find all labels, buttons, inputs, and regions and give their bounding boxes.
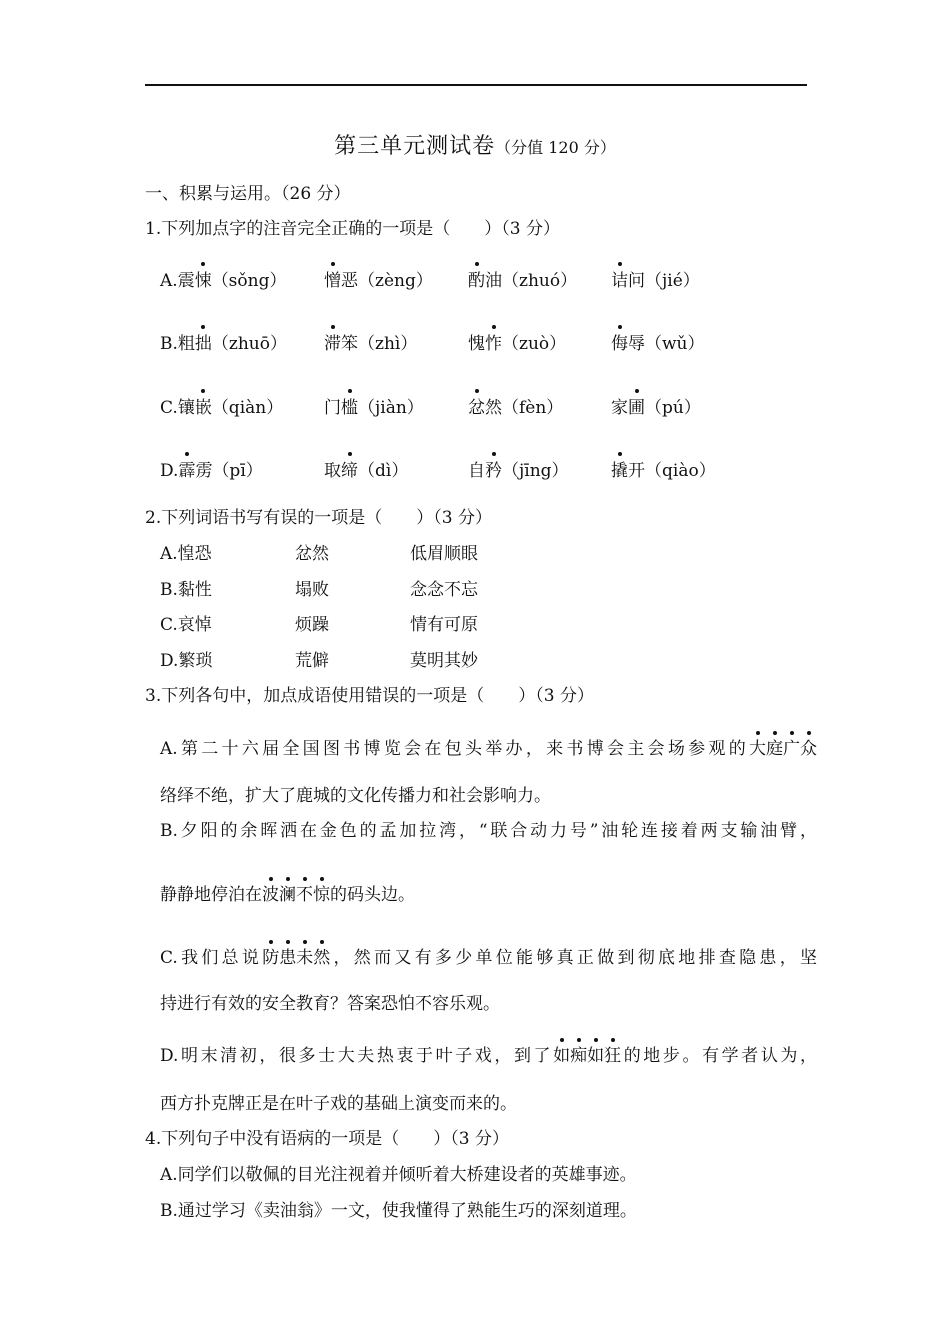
pinyin: （qiàn） xyxy=(211,398,284,418)
pinyin: （zuò） xyxy=(502,334,567,354)
q4-stem: 4.下列句子中没有语病的一项是（ ）（3 分） xyxy=(145,1129,509,1149)
q1-word: 愧怍（zuò） xyxy=(468,334,567,354)
q1-word: D.霹雳（pī） xyxy=(160,461,263,481)
q1-word: 忿然（fèn） xyxy=(468,398,564,418)
q2-word: 低眉顺眼 xyxy=(410,544,478,564)
q3-option-a-line2: 络绎不绝，扩大了鹿城的文化传播力和社会影响力。 xyxy=(160,786,551,806)
q3-option-d-line2: 西方扑克牌正是在叶子戏的基础上演变而来的。 xyxy=(160,1094,517,1114)
section-heading: 一、积累与运用。（26 分） xyxy=(145,184,351,204)
pinyin: （dì） xyxy=(358,461,409,481)
q1-word: 自矜（jīng） xyxy=(468,461,569,481)
q3-option-b-line1: B.夕阳的余晖洒在金色的孟加拉湾，“联合动力号”油轮连接着两支输油臂， xyxy=(160,821,817,841)
q2-word: C.哀悼 xyxy=(160,615,212,635)
q1-word: 门槛（jiàn） xyxy=(324,398,424,418)
q3-d-idiom: 如痴如狂 xyxy=(553,1046,622,1066)
pinyin: （fèn） xyxy=(502,398,564,418)
q1-word: 家圃（pú） xyxy=(611,398,701,418)
pinyin: （zhuó） xyxy=(502,271,578,291)
pinyin: （qiào） xyxy=(645,461,716,481)
pinyin: （zhuō） xyxy=(211,334,287,354)
q1-word: 撬开（qiào） xyxy=(611,461,716,481)
q3-b-idiom: 波澜不惊 xyxy=(262,885,330,905)
pinyin: （zèng） xyxy=(358,271,433,291)
q1-word: 酌油（zhuó） xyxy=(468,271,578,291)
q3-a-idiom: 大庭广众 xyxy=(749,739,817,759)
q1-word: 憎恶（zèng） xyxy=(324,271,433,291)
q2-word: D.繁琐 xyxy=(160,651,213,671)
q4-option-a: A.同学们以敬佩的目光注视着并倾听着大桥建设者的英雄事迹。 xyxy=(160,1165,637,1185)
pinyin: （pú） xyxy=(645,398,701,418)
q3-option-a-line1: A.第二十六届全国图书博览会在包头举办，来书博会主会场参观的大庭广众 xyxy=(160,739,817,759)
q1-word: A.震悚（sǒng） xyxy=(160,271,287,291)
page-title: 第三单元测试卷（分值 120 分） xyxy=(334,134,616,159)
q1-word: 滞笨（zhì） xyxy=(324,334,418,354)
q1-word: 诘问（jié） xyxy=(611,271,700,291)
q2-word: A.惶恐 xyxy=(160,544,212,564)
q3-option-c-line1: C.我们总说防患未然，然而又有多少单位能够真正做到彻底地排查隐患，坚 xyxy=(160,948,817,968)
header-rule xyxy=(145,84,807,86)
q3-option-d-line1: D.明末清初，很多士大夫热衷于叶子戏，到了如痴如狂的地步。有学者认为， xyxy=(160,1046,817,1066)
q3-option-c-line2: 持进行有效的安全教育？答案恐怕不容乐观。 xyxy=(160,994,500,1014)
q2-word: 情有可原 xyxy=(410,615,478,635)
pinyin: （jié） xyxy=(645,271,700,291)
q1-word: C.镶嵌（qiàn） xyxy=(160,398,284,418)
q3-c-idiom: 防患未然 xyxy=(262,948,331,968)
pinyin: （jīng） xyxy=(502,461,569,481)
q1-word: 侮辱（wǔ） xyxy=(611,334,705,354)
pinyin: （zhì） xyxy=(358,334,418,354)
q3-stem: 3.下列各句中，加点成语使用错误的一项是（ ）（3 分） xyxy=(145,686,594,706)
q1-stem: 1.下列加点字的注音完全正确的一项是（ ）（3 分） xyxy=(145,219,560,239)
q2-word: 念念不忘 xyxy=(410,580,478,600)
q2-word: 荒僻 xyxy=(295,651,329,671)
q2-word: B.黏性 xyxy=(160,580,212,600)
title-score: （分值 120 分） xyxy=(495,138,616,157)
q3-option-b-line2: 静静地停泊在波澜不惊的码头边。 xyxy=(160,885,415,905)
q2-stem: 2.下列词语书写有误的一项是（ ）（3 分） xyxy=(145,508,492,528)
pinyin: （wǔ） xyxy=(645,334,705,354)
q1-word: B.粗拙（zhuō） xyxy=(160,334,287,354)
q2-word: 烦躁 xyxy=(295,615,329,635)
pinyin: （jiàn） xyxy=(358,398,424,418)
q1-word: 取缔（dì） xyxy=(324,461,409,481)
pinyin: （pī） xyxy=(212,461,263,481)
pinyin: （sǒng） xyxy=(211,271,287,291)
q2-word: 塌败 xyxy=(295,580,329,600)
q2-word: 忿然 xyxy=(295,544,329,564)
q4-option-b: B.通过学习《卖油翁》一文，使我懂得了熟能生巧的深刻道理。 xyxy=(160,1201,637,1221)
q2-word: 莫明其妙 xyxy=(410,651,478,671)
